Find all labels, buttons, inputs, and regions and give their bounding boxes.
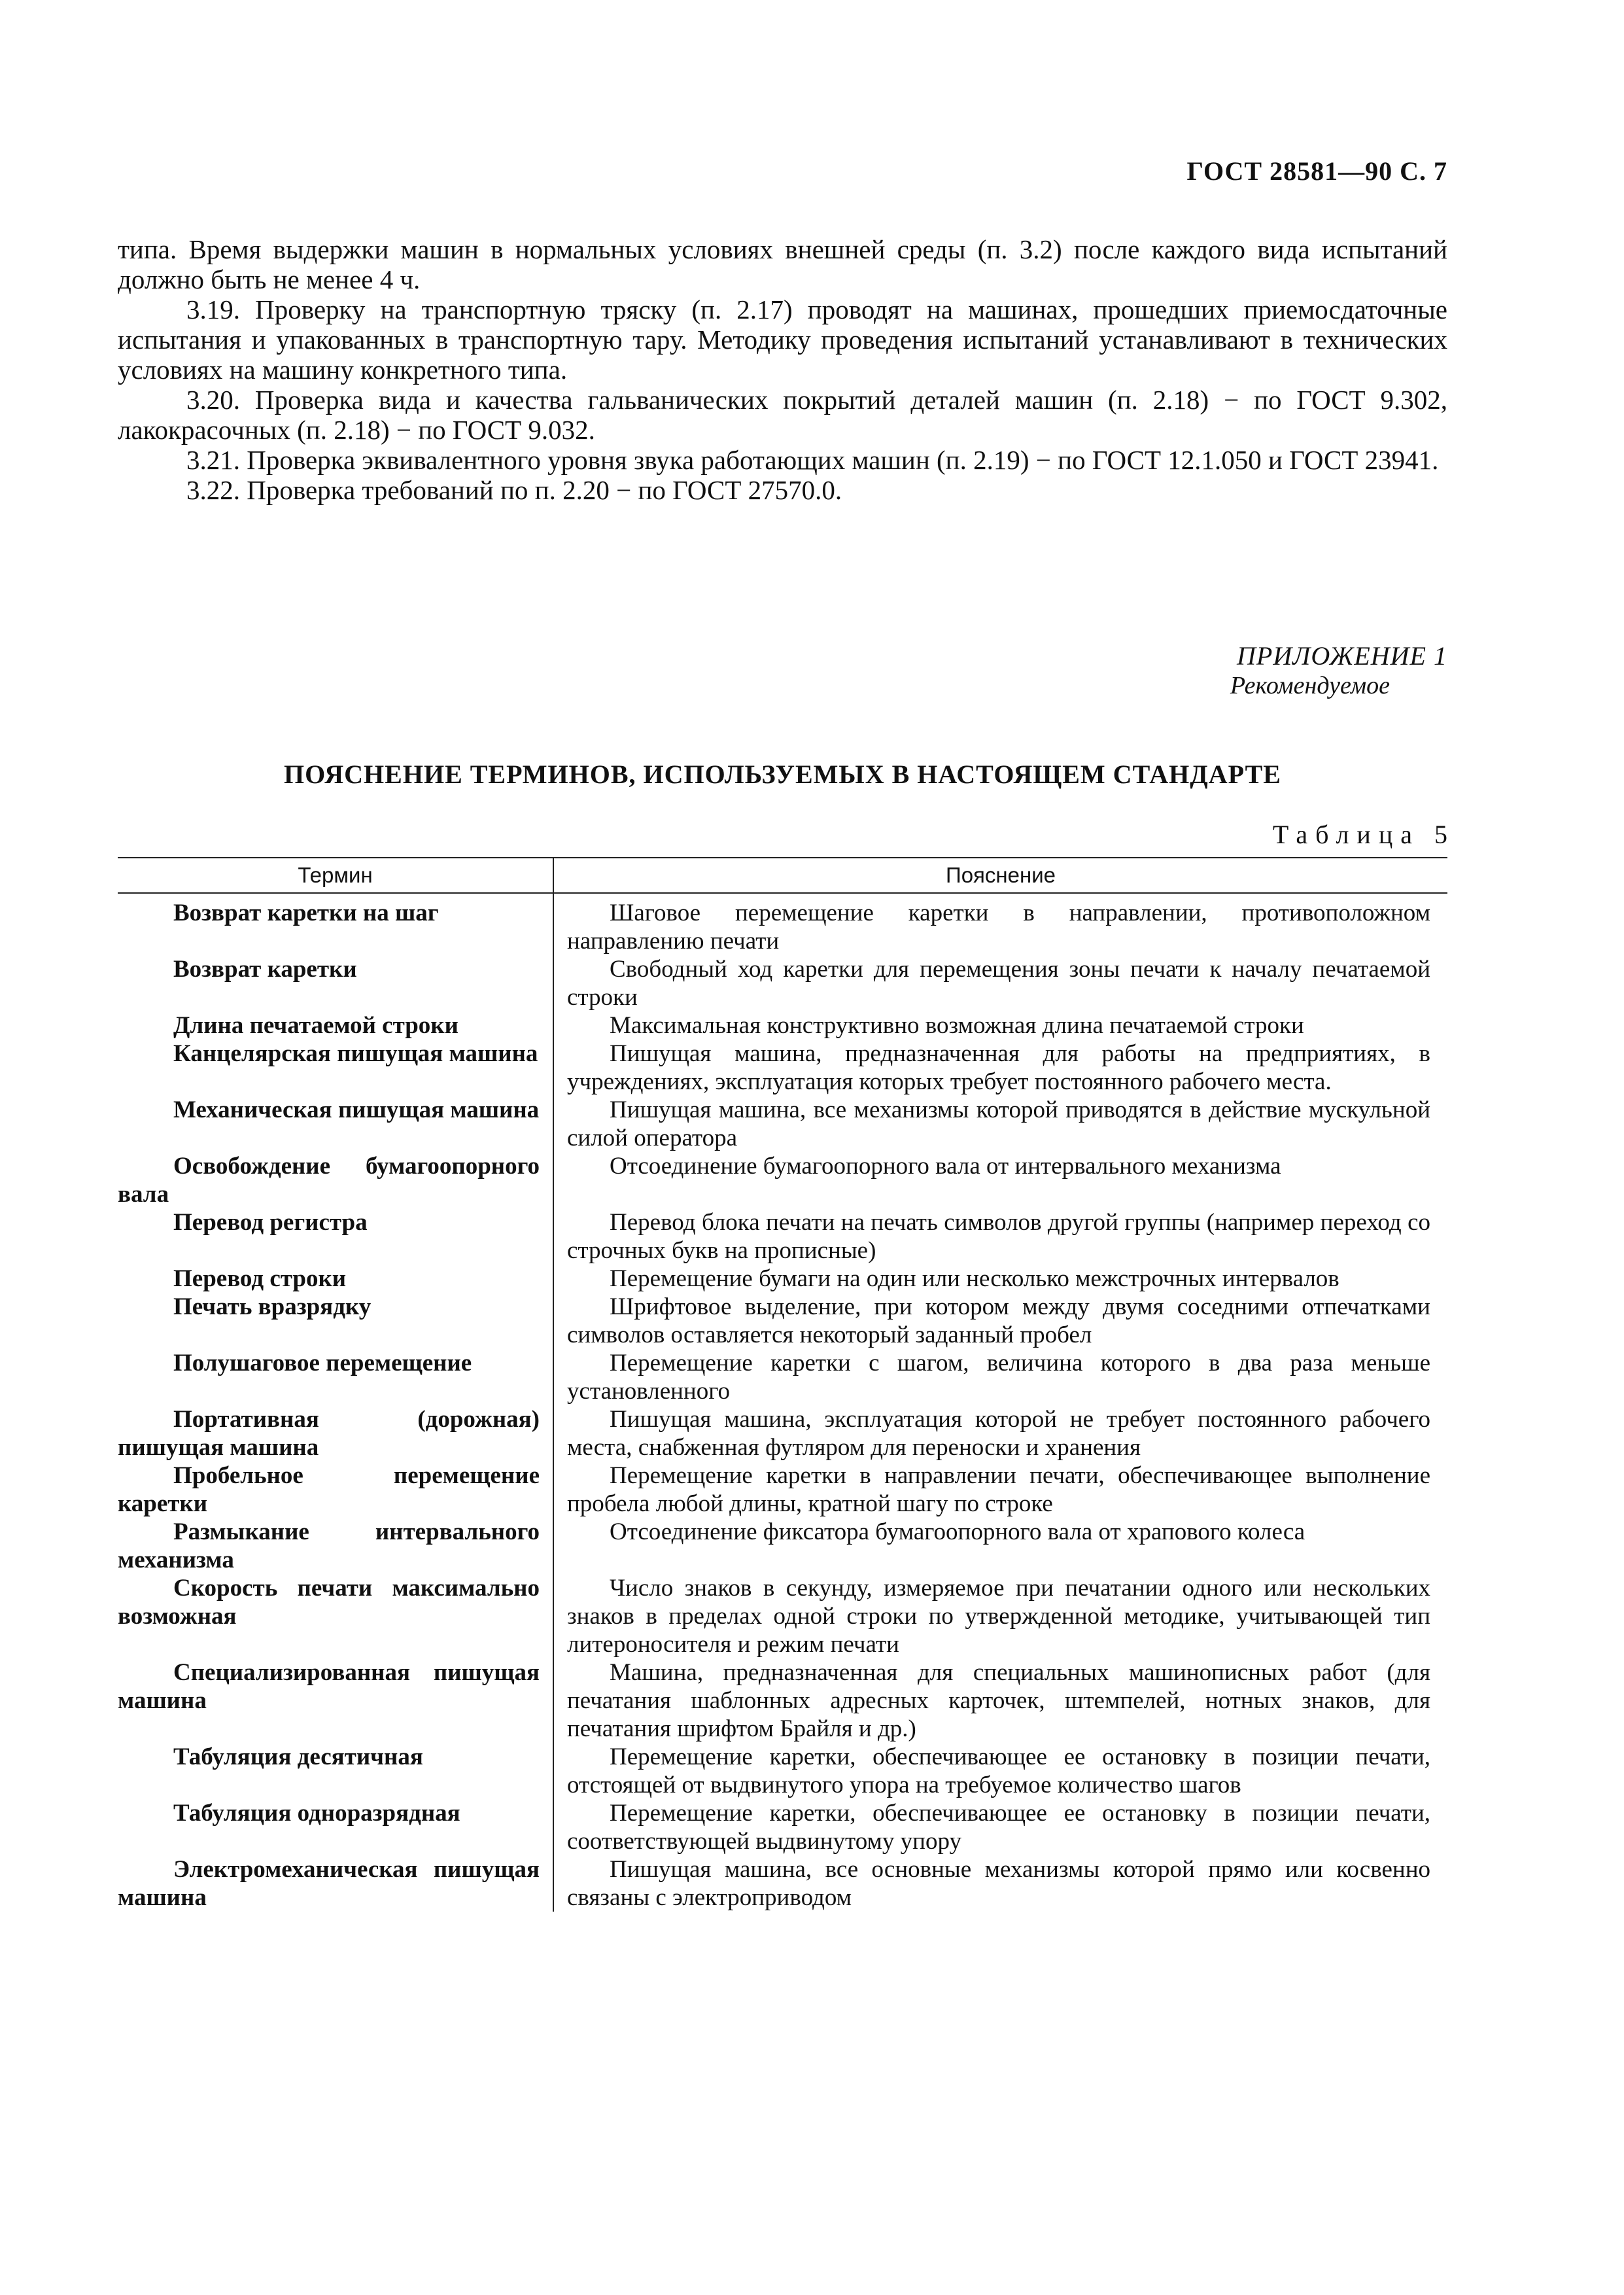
term-cell: Табуляция одноразрядная [118,1799,553,1855]
table-row [118,1405,1447,1462]
table-row [118,1040,1447,1096]
body-text [118,234,1447,505]
table-row [118,1574,1447,1658]
terms-table-body [118,893,1447,1912]
explanation-cell: Перевод блока печати на печать символов другой группы (например переход со строчных букв на прописные) [567,1209,1430,1264]
column-header-explanation: Пояснение [553,858,1447,893]
explanation-cell: Пишущая машина, предназначенная для работы на предприятиях, в учреждениях, эксплуатация которых требует постоянного рабочего места. [567,1040,1430,1095]
appendix-heading [1230,641,1447,700]
table-row [118,1096,1447,1152]
table-row [118,1518,1447,1574]
term-cell: Возврат каретки [118,955,553,1011]
explanation-cell: Пишущая машина, все механизмы которой приводятся в действие мускульной силой оператора [567,1096,1430,1151]
term-cell: Освобождение бумагоопорного вала [118,1152,553,1208]
term-cell: Скорость печати максимально возможная [118,1574,553,1658]
paragraph-3-22: 3.22. Проверка требований по п. 2.20 − по ГОСТ 27570.0. [186,475,842,505]
table-label: Таблица 5 [1272,820,1455,849]
table-row [118,1658,1447,1743]
term-cell: Портативная (дорожная) пишущая машина [118,1405,553,1462]
table-row [118,1349,1447,1405]
table-row [118,1799,1447,1855]
explanation-cell: Перемещение каретки, обеспечивающее ее остановку в позиции печати, соответствующей выдвинутому упору [567,1800,1430,1855]
explanation-cell: Перемещение каретки, обеспечивающее ее остановку в позиции печати, отстоящей от выдвинутого упора на требуемое количество шагов [567,1743,1430,1798]
table-header-row [118,858,1447,893]
table-row [118,1208,1447,1265]
section-title: ПОЯСНЕНИЕ ТЕРМИНОВ, ИСПОЛЬЗУЕМЫХ В НАСТОЯЩЕМ СТАНДАРТЕ [284,760,1281,789]
table-row [118,1462,1447,1518]
paragraph-3-20: 3.20. Проверка вида и качества гальванических покрытий деталей машин (п. 2.18) − по ГОСТ 9.302, лакокрасочных (п. 2.18) − по ГОСТ 9.032. [118,385,1447,445]
term-cell: Специализированная пишущая машина [118,1658,553,1743]
table-row [118,955,1447,1011]
table-row [118,1265,1447,1293]
term-cell: Полушаговое перемещение [118,1349,553,1405]
paragraph-3-19: 3.19. Проверку на транспортную тряску (п. 2.17) проводят на машинах, прошедших приемосдаточные испытания и упакованных в транспортную тару. Методику проведения испытаний устанавливают в технических условиях на машину конкретного типа. [118,294,1447,385]
table-row [118,1743,1447,1799]
explanation-cell: Пишущая машина, все основные механизмы которой прямо или косвенно связаны с электроприводом [567,1856,1430,1911]
term-cell: Печать вразрядку [118,1293,553,1349]
term-cell: Табуляция десятичная [118,1743,553,1799]
table-row [118,1293,1447,1349]
paragraph-continuation: типа. Время выдержки машин в нормальных условиях внешней среды (п. 3.2) после каждого вида испытаний должно быть не менее 4 ч. [118,234,1447,294]
explanation-cell: Перемещение бумаги на один или несколько межстрочных интервалов [610,1265,1339,1292]
explanation-cell: Машина, предназначенная для специальных машинописных работ (для печатания шаблонных адресных карточек, штемпелей, нотных знаков, для печатания шрифтом Брайля и др.) [567,1659,1430,1742]
table-row [118,893,1447,955]
term-cell: Перевод регистра [118,1208,553,1265]
term-cell: Пробельное перемещение каретки [118,1462,553,1518]
explanation-cell: Перемещение каретки в направлении печати, обеспечивающее выполнение пробела любой длины, кратной шагу по строке [567,1462,1430,1517]
explanation-cell: Отсоединение бумагоопорного вала от интервального механизма [610,1153,1281,1180]
table-row [118,1855,1447,1912]
term-cell: Размыкание интервального механизма [118,1518,553,1574]
page-header: ГОСТ 28581—90 С. 7 [1186,156,1447,186]
term-cell: Длина печатаемой строки [118,1011,553,1040]
appendix-subtitle: Рекомендуемое [1230,672,1390,699]
terms-table [118,857,1447,1912]
explanation-cell: Отсоединение фиксатора бумагоопорного вала от храпового колеса [610,1518,1305,1545]
column-header-term: Термин [118,858,553,893]
explanation-cell: Шаговое перемещение каретки в направлении, противоположном направлению печати [567,900,1430,955]
explanation-cell: Свободный ход каретки для перемещения зоны печати к началу печатаемой строки [567,956,1430,1011]
term-cell: Канцелярская пишущая машина [118,1040,553,1096]
term-cell: Перевод строки [118,1265,553,1293]
explanation-cell: Шрифтовое выделение, при котором между двумя соседними отпечатками символов оставляется некоторый заданный пробел [567,1293,1430,1348]
table-row [118,1152,1447,1208]
appendix-title: ПРИЛОЖЕНИЕ 1 [1237,641,1447,671]
explanation-cell: Пишущая машина, эксплуатация которой не требует постоянного рабочего места, снабженная футляром для переноски и хранения [567,1406,1430,1461]
explanation-cell: Максимальная конструктивно возможная длина печатаемой строки [610,1012,1304,1039]
table-row [118,1011,1447,1040]
term-cell: Механическая пишущая машина [118,1096,553,1152]
term-cell: Возврат каретки на шаг [118,893,553,955]
explanation-cell: Число знаков в секунду, измеряемое при печатании одного или нескольких знаков в пределах одной строки по утвержденной методике, учитывающей тип литероносителя и режим печати [567,1575,1430,1658]
term-cell: Электромеханическая пишущая машина [118,1855,553,1912]
paragraph-3-21: 3.21. Проверка эквивалентного уровня звука работающих машин (п. 2.19) − по ГОСТ 12.1.050 и ГОСТ 23941. [186,445,1439,475]
explanation-cell: Перемещение каретки с шагом, величина которого в два раза меньше установленного [567,1350,1430,1405]
